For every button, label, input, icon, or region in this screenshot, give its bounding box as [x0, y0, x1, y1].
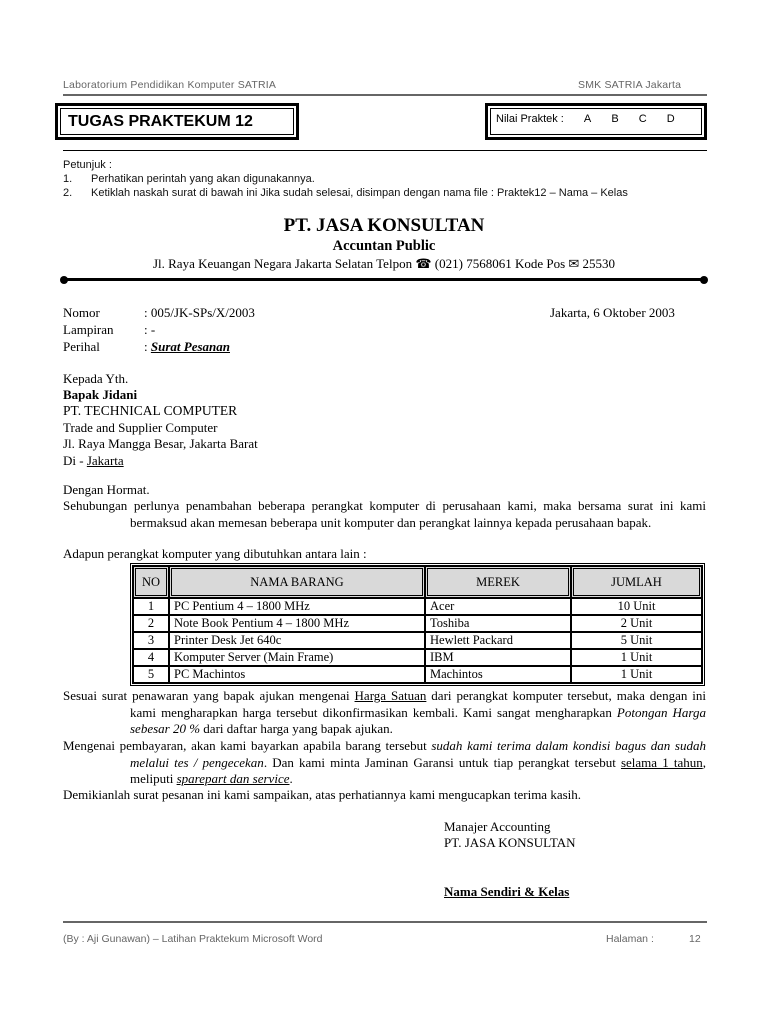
nomor-value: : 005/JK-SPs/X/2003 — [144, 305, 255, 320]
grade-b: B — [611, 113, 619, 125]
table-row — [133, 615, 702, 632]
address-text: Jl. Raya Keuangan Negara Jakarta Selatan Telpon — [152, 256, 413, 271]
signature-company: PT. JASA KONSULTAN — [444, 835, 576, 850]
perihal-colon: : — [144, 339, 148, 354]
cell-merek: Toshiba — [425, 615, 571, 632]
title-rule — [63, 150, 707, 151]
cell-no: 5 — [133, 666, 169, 683]
recipient-company: PT. TECHNICAL COMPUTER — [63, 403, 238, 418]
cell-merek: Acer — [425, 598, 571, 615]
nilai-praktek — [496, 113, 675, 125]
company-subtitle: Accuntan Public — [332, 238, 436, 254]
instruction-item — [63, 173, 315, 185]
paragraph-1: Sehubungan perlunya penambahan beberapa perangkat komputer di perusahaan kami, maka bersama surat ini kami bermaksud akan memesan beberapa unit komputer dan perangkat lainnya kepada perusahaan bapak. — [63, 498, 706, 530]
phone-text: (021) 7568061 Kode Pos — [434, 256, 566, 271]
perihal-label: Perihal — [63, 339, 100, 354]
cell-nama-barang: PC Pentium 4 – 1800 MHz — [169, 598, 425, 615]
title-text: TUGAS PRAKTEKUM 12 — [68, 113, 253, 130]
signature-name: Nama Sendiri & Kelas — [444, 884, 570, 899]
table-row — [133, 666, 702, 683]
cell-nama-barang: Note Book Pentium 4 – 1800 MHz — [169, 615, 425, 632]
p3-text-d: . — [289, 771, 293, 786]
cell-merek: Hewlett Packard — [425, 632, 571, 649]
col-header-jumlah: JUMLAH — [571, 566, 702, 598]
footer-page-label: Halaman : — [606, 933, 654, 945]
nomor-label: Nomor — [63, 305, 100, 320]
table-row — [133, 598, 702, 615]
col-header-merek: MEREK — [425, 566, 571, 598]
table-row — [133, 632, 702, 649]
footer-rule — [63, 921, 707, 923]
letterhead-rule — [60, 276, 708, 283]
table-intro: Adapun perangkat komputer yang dibutuhkan antara lain : — [63, 546, 367, 561]
cell-merek: Machintos — [425, 666, 571, 683]
lampiran-value: : - — [144, 322, 156, 337]
title-box — [55, 103, 299, 140]
instruction-text: Perhatikan perintah yang akan digunakannya. — [91, 173, 315, 185]
p3-selama: selama 1 tahun — [620, 754, 703, 770]
footer-page-number: 12 — [689, 933, 701, 945]
company-address — [0, 256, 768, 272]
recipient-address: Jl. Raya Mangga Besar, Jakarta Barat — [63, 436, 258, 451]
table-row — [133, 649, 702, 666]
recipient-line1: Kepada Yth. — [63, 371, 129, 386]
instruction-num: 1. — [63, 173, 73, 185]
instruction-item — [63, 187, 628, 199]
recipient-city: Jakarta — [86, 453, 124, 468]
cell-merek: IBM — [425, 649, 571, 666]
instruction-text: Ketiklah naskah surat di bawah ini Jika sudah selesai, disimpan dengan nama file : Praktek12 – Nama – Kelas — [91, 187, 628, 199]
col-header-no: NO — [133, 566, 169, 598]
col-header-nama-barang: NAMA BARANG — [169, 566, 425, 598]
recipient-desc: Trade and Supplier Computer — [63, 420, 218, 435]
phone-icon: ☎ — [415, 256, 432, 271]
p3-text-b: . Dan kami minta Jaminan Garansi untuk tiap perangkat tersebut — [263, 754, 621, 770]
recipient-di: Di - — [63, 453, 87, 468]
p3-text-c: , meliputi — [130, 754, 706, 786]
cell-jumlah: 10 Unit — [571, 598, 702, 615]
cell-jumlah: 1 Unit — [571, 649, 702, 666]
header-left: Laboratorium Pendidikan Komputer SATRIA — [63, 79, 277, 91]
recipient-city-line — [63, 453, 124, 469]
cell-no: 1 — [133, 598, 169, 615]
salutation: Dengan Hormat. — [63, 482, 150, 497]
perihal-value — [144, 339, 230, 355]
footer-left: (By : Aji Gunawan) – Latihan Praktekum Microsoft Word — [63, 933, 323, 945]
table-header-row — [133, 566, 702, 598]
cell-jumlah: 2 Unit — [571, 615, 702, 632]
items-table — [130, 563, 705, 686]
cell-no: 2 — [133, 615, 169, 632]
header-right: SMK SATRIA Jakarta — [578, 79, 682, 91]
p2-text-c: dari daftar harga yang bapak ajukan. — [200, 721, 393, 736]
letter-date: Jakarta, 6 Oktober 2003 — [550, 305, 675, 320]
instruction-num: 2. — [63, 187, 73, 199]
p2-text-b: dari perangkat komputer tersebut, maka dengan ini kami mengharapkan harga tersebut dikonfirmasikan kembali. Kami sangat mengharapkan — [130, 688, 706, 720]
cell-no: 3 — [133, 632, 169, 649]
grade-a: A — [583, 113, 592, 125]
cell-no: 4 — [133, 649, 169, 666]
p3-sparepart: sparepart dan service — [176, 771, 290, 786]
postal-code: 25530 — [582, 256, 616, 271]
recipient-name: Bapak Jidani — [63, 387, 138, 402]
header-rule — [63, 94, 707, 96]
cell-jumlah: 5 Unit — [571, 632, 702, 649]
cell-jumlah: 1 Unit — [571, 666, 702, 683]
p2-text-a: Sesuai surat penawaran yang bapak ajukan mengenai — [63, 688, 355, 703]
cell-nama-barang: PC Machintos — [169, 666, 425, 683]
instructions-heading: Petunjuk : — [63, 159, 112, 171]
company-name: PT. JASA KONSULTAN — [283, 215, 485, 236]
perihal-text: Surat Pesanan — [150, 339, 230, 354]
p3-kondisi: sudah kami terima dalam kondisi bagus dan sudah melalui tes / pengecekan — [130, 738, 706, 770]
cell-nama-barang: Komputer Server (Main Frame) — [169, 649, 425, 666]
paragraph-2 — [63, 688, 706, 738]
mail-icon: ✉ — [568, 256, 580, 271]
p2-harga-satuan: Harga Satuan — [354, 688, 427, 703]
nilai-label: Nilai Praktek : — [496, 113, 564, 125]
grade-c: C — [638, 113, 647, 125]
closing-paragraph: Demikianlah surat pesanan ini kami sampaikan, atas perhatiannya kami mengucapkan terima kasih. — [63, 787, 582, 802]
cell-nama-barang: Printer Desk Jet 640c — [169, 632, 425, 649]
lampiran-label: Lampiran — [63, 322, 114, 337]
grade-d: D — [666, 113, 675, 125]
p3-text-a: Mengenai pembayaran, akan kami bayarkan apabila barang tersebut — [63, 738, 432, 753]
p2-potongan-harga: Potongan Harga sebesar 20 % — [130, 704, 706, 736]
paragraph-3 — [63, 738, 706, 788]
signature-title: Manajer Accounting — [444, 819, 551, 834]
